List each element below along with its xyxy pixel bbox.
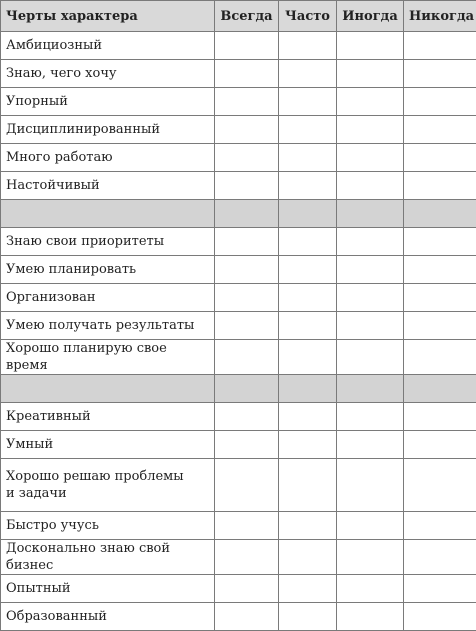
answer-cell-always[interactable]: [215, 575, 279, 603]
trait-label: [1, 603, 215, 631]
table-body: [1, 32, 476, 631]
trait-text: Настойчивый: [6, 177, 209, 194]
answer-cell-never[interactable]: [404, 144, 476, 172]
trait-text: Амбициозный: [6, 37, 209, 54]
trait-label: [1, 172, 215, 200]
answer-cell-always[interactable]: [215, 540, 279, 575]
answer-cell-never[interactable]: [404, 172, 476, 200]
group-separator-row: [1, 200, 476, 228]
trait-text: Дисциплинированный: [6, 121, 209, 138]
table-row: [1, 340, 476, 375]
table-row: [1, 431, 476, 459]
answer-cell-never[interactable]: [404, 88, 476, 116]
trait-text: Умею планировать: [6, 261, 209, 278]
trait-label: [1, 540, 215, 575]
answer-cell-sometimes[interactable]: [337, 60, 404, 88]
answer-cell-often[interactable]: [279, 540, 337, 575]
answer-cell-often[interactable]: [279, 312, 337, 340]
answer-cell-sometimes[interactable]: [337, 603, 404, 631]
trait-text: Много работаю: [6, 149, 209, 166]
trait-text: Креативный: [6, 408, 209, 425]
separator-cell: [337, 375, 404, 403]
table-row: [1, 512, 476, 540]
answer-cell-never[interactable]: [404, 340, 476, 375]
header-traits: Черты характера: [1, 1, 215, 32]
answer-cell-never[interactable]: [404, 284, 476, 312]
answer-cell-often[interactable]: [279, 88, 337, 116]
answer-cell-sometimes[interactable]: [337, 32, 404, 60]
separator-cell: [1, 200, 215, 228]
table-row: [1, 32, 476, 60]
answer-cell-sometimes[interactable]: [337, 431, 404, 459]
answer-cell-always[interactable]: [215, 60, 279, 88]
trait-text: Досконально знаю свой бизнес: [6, 540, 209, 574]
table-row: [1, 144, 476, 172]
answer-cell-never[interactable]: [404, 512, 476, 540]
answer-cell-sometimes[interactable]: [337, 403, 404, 431]
answer-cell-often[interactable]: [279, 340, 337, 375]
trait-label: [1, 459, 215, 512]
table-row: [1, 116, 476, 144]
trait-label: [1, 116, 215, 144]
table-row: [1, 459, 476, 512]
trait-text: Образованный: [6, 608, 209, 625]
trait-label: [1, 284, 215, 312]
answer-cell-sometimes[interactable]: [337, 459, 404, 512]
trait-text: Знаю свои приоритеты: [6, 233, 209, 250]
answer-cell-often[interactable]: [279, 116, 337, 144]
answer-cell-never[interactable]: [404, 116, 476, 144]
answer-cell-sometimes[interactable]: [337, 575, 404, 603]
answer-cell-sometimes[interactable]: [337, 228, 404, 256]
answer-cell-often[interactable]: [279, 60, 337, 88]
table-row: [1, 60, 476, 88]
answer-cell-always[interactable]: [215, 512, 279, 540]
answer-cell-often[interactable]: [279, 603, 337, 631]
answer-cell-always[interactable]: [215, 603, 279, 631]
trait-label: [1, 144, 215, 172]
answer-cell-often[interactable]: [279, 575, 337, 603]
table-row: [1, 228, 476, 256]
answer-cell-never[interactable]: [404, 403, 476, 431]
trait-text: Быстро учусь: [6, 517, 209, 534]
answer-cell-never[interactable]: [404, 228, 476, 256]
answer-cell-often[interactable]: [279, 459, 337, 512]
answer-cell-sometimes[interactable]: [337, 144, 404, 172]
answer-cell-always[interactable]: [215, 228, 279, 256]
answer-cell-sometimes[interactable]: [337, 312, 404, 340]
answer-cell-never[interactable]: [404, 256, 476, 284]
answer-cell-sometimes[interactable]: [337, 116, 404, 144]
answer-cell-always[interactable]: [215, 116, 279, 144]
answer-cell-always[interactable]: [215, 256, 279, 284]
header-never: Никогда: [404, 1, 476, 32]
answer-cell-sometimes[interactable]: [337, 284, 404, 312]
answer-cell-often[interactable]: [279, 144, 337, 172]
answer-cell-always[interactable]: [215, 172, 279, 200]
answer-cell-always[interactable]: [215, 403, 279, 431]
trait-text: Опытный: [6, 580, 209, 597]
answer-cell-never[interactable]: [404, 603, 476, 631]
answer-cell-always[interactable]: [215, 144, 279, 172]
answer-cell-never[interactable]: [404, 575, 476, 603]
trait-label: [1, 312, 215, 340]
answer-cell-always[interactable]: [215, 88, 279, 116]
separator-cell: [337, 200, 404, 228]
table-row: [1, 284, 476, 312]
answer-cell-often[interactable]: [279, 512, 337, 540]
separator-cell: [279, 375, 337, 403]
trait-text: Умный: [6, 436, 209, 453]
answer-cell-often[interactable]: [279, 284, 337, 312]
answer-cell-never[interactable]: [404, 60, 476, 88]
header-often: Часто: [279, 1, 337, 32]
answer-cell-never[interactable]: [404, 431, 476, 459]
trait-text: Умею получать результаты: [6, 317, 209, 334]
table-row: [1, 603, 476, 631]
answer-cell-always[interactable]: [215, 284, 279, 312]
answer-cell-never[interactable]: [404, 312, 476, 340]
table-row: [1, 256, 476, 284]
trait-label: [1, 32, 215, 60]
separator-cell: [279, 200, 337, 228]
answer-cell-always[interactable]: [215, 32, 279, 60]
trait-label: [1, 340, 215, 375]
trait-text: Упорный: [6, 93, 209, 110]
answer-cell-never[interactable]: [404, 459, 476, 512]
table-row: [1, 403, 476, 431]
table-row: [1, 575, 476, 603]
trait-text: Знаю, чего хочу: [6, 65, 209, 82]
trait-label: [1, 256, 215, 284]
separator-cell: [404, 200, 476, 228]
trait-label: [1, 512, 215, 540]
trait-label: [1, 431, 215, 459]
table-row: [1, 312, 476, 340]
table-row: [1, 172, 476, 200]
answer-cell-often[interactable]: [279, 431, 337, 459]
answer-cell-always[interactable]: [215, 459, 279, 512]
answer-cell-often[interactable]: [279, 403, 337, 431]
trait-label: [1, 403, 215, 431]
separator-cell: [215, 200, 279, 228]
answer-cell-sometimes[interactable]: [337, 512, 404, 540]
trait-label: [1, 60, 215, 88]
answer-cell-never[interactable]: [404, 32, 476, 60]
trait-text: Организован: [6, 289, 209, 306]
trait-label: [1, 88, 215, 116]
answer-cell-always[interactable]: [215, 340, 279, 375]
answer-cell-often[interactable]: [279, 228, 337, 256]
answer-cell-often[interactable]: [279, 172, 337, 200]
answer-cell-often[interactable]: [279, 32, 337, 60]
header-row: [1, 1, 476, 32]
header-always: Всегда: [215, 1, 279, 32]
answer-cell-always[interactable]: [215, 431, 279, 459]
separator-cell: [404, 375, 476, 403]
answer-cell-sometimes[interactable]: [337, 88, 404, 116]
answer-cell-sometimes[interactable]: [337, 540, 404, 575]
table-row: [1, 88, 476, 116]
answer-cell-often[interactable]: [279, 256, 337, 284]
header-sometimes: Иногда: [337, 1, 404, 32]
separator-cell: [1, 375, 215, 403]
answer-cell-sometimes[interactable]: [337, 172, 404, 200]
trait-text: Хорошо решаю проблемы и задачи: [6, 468, 209, 502]
trait-text: Хорошо планирую свое время: [6, 340, 209, 374]
answer-cell-never[interactable]: [404, 540, 476, 575]
answer-cell-sometimes[interactable]: [337, 340, 404, 375]
answer-cell-always[interactable]: [215, 312, 279, 340]
trait-label: [1, 575, 215, 603]
answer-cell-sometimes[interactable]: [337, 256, 404, 284]
table-row: [1, 540, 476, 575]
separator-cell: [215, 375, 279, 403]
trait-label: [1, 228, 215, 256]
group-separator-row: [1, 375, 476, 403]
